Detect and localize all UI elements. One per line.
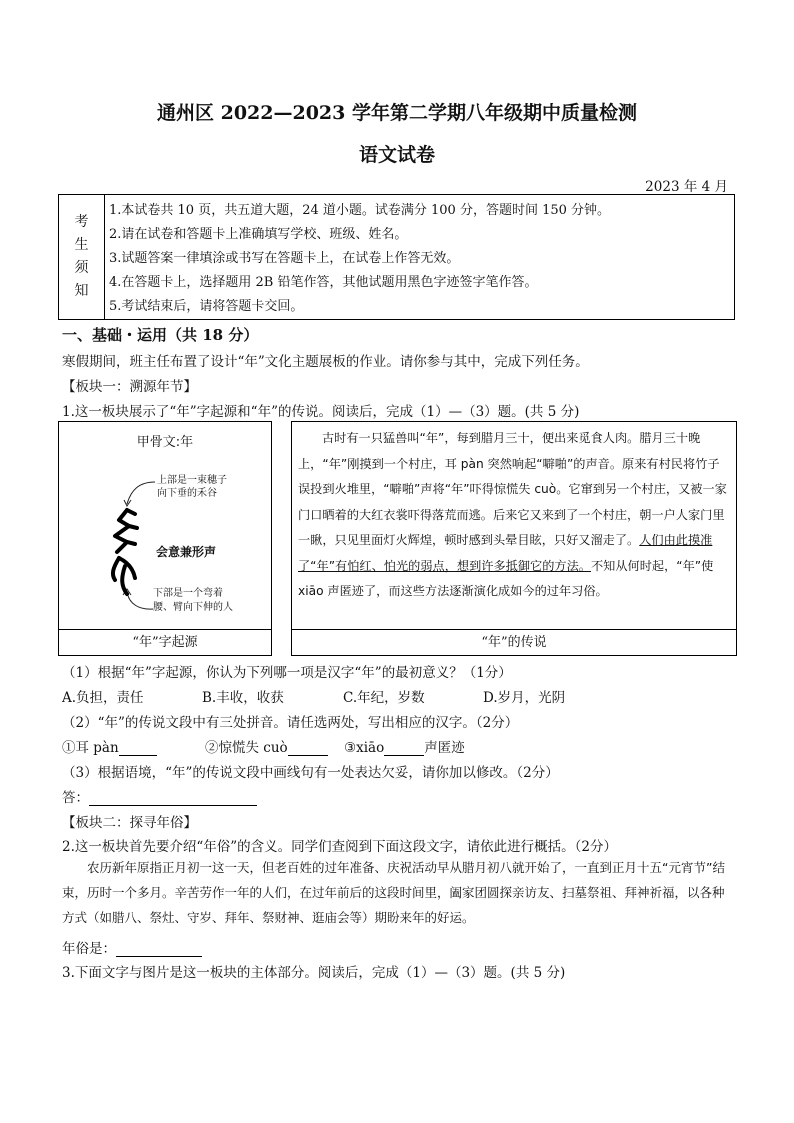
notice-item: 4.在答题卡上，选择题用 2B 铅笔作答，其他试题用黑色字迹签字笔作答。: [109, 275, 538, 290]
origin-title: 甲骨文:年: [136, 435, 194, 450]
legend-text: [298, 426, 728, 605]
exam-title: 通州区 2022—2023 学年第二学期八年级期中质量检测: [157, 102, 637, 124]
block-two-heading: 【板块二：探寻年俗】: [62, 815, 197, 831]
answer-blank[interactable]: [89, 805, 257, 806]
question-1: 1.这一板块展示了“年”字起源和“年”的传说。阅读后，完成（1）—（3）题。(共 5 分): [62, 404, 580, 420]
answer-line: [62, 786, 257, 806]
origin-note-line: 下部是一个弯着: [153, 588, 223, 599]
notice-item: 5.考试结束后，请将答题卡交回。: [109, 299, 304, 314]
notice-label-char: 须: [74, 260, 89, 276]
notice-label-char: 考: [74, 214, 89, 230]
pinyin-item-2: [205, 736, 328, 756]
question-1-1: （1）根据“年”字起源，你认为下列哪一项是汉字“年”的最初意义？（1分）: [62, 665, 512, 681]
origin-note-line: 上部是一束穗子: [157, 475, 227, 486]
pinyin-label: ②惊慌失 cuò: [205, 740, 288, 756]
legend-panel: [291, 421, 737, 656]
option-c[interactable]: C.年纪，岁数: [343, 690, 425, 706]
origin-caption: “年”字起源: [59, 629, 271, 655]
question-3: 3.下面文字与图片是这一板块的主体部分。阅读后，完成（1）—（3）题。(共 5 分): [62, 965, 566, 981]
question-2: 2.这一板块首先要介绍“年俗”的含义。同学们查阅到下面这段文字，请依此进行概括。（2分）: [62, 839, 618, 855]
pinyin-label: ③xiāo: [344, 740, 385, 756]
origin-note-line: 向下垂的禾谷: [157, 488, 217, 499]
notice-item: 3.试题答案一律填涂或书写在答题卡上，在试卷上作答无效。: [109, 251, 460, 266]
legend-underlined-sentence: 人们由此摸准了“年”有怕红、怕光的弱点，想到许多抵御它的方法。: [298, 533, 713, 573]
notice-box: [58, 194, 735, 320]
answer-blank[interactable]: [384, 755, 424, 756]
block-one-heading: 【板块一：溯源年节】: [62, 379, 197, 395]
question-1-2: （2）“年”的传说文段中有三处拼音。请任选两处，写出相应的汉字。（2分）: [62, 715, 519, 731]
notice-items: [109, 199, 610, 319]
exam-date: 2023 年 4 月: [645, 179, 728, 195]
notice-label-char: 生: [74, 237, 89, 253]
exam-subtitle: 语文试卷: [358, 144, 435, 166]
notice-label-char: 知: [74, 283, 89, 299]
option-b[interactable]: B.丰收，收获: [202, 690, 284, 706]
answer-label: 答：: [62, 790, 89, 806]
notice-item: 1.本试卷共 10 页，共五道大题，24 道小题。试卷满分 100 分，答题时间 150 分钟。: [109, 203, 611, 218]
option-d[interactable]: D.岁月，光阴: [483, 690, 566, 706]
section-heading: 一、基础・运用（共 18 分）: [62, 326, 259, 344]
legend-caption: “年”的传说: [292, 629, 736, 655]
legend-paragraph: 古时有一只猛兽叫“年”，每到腊月三十，便出来觅食人肉。腊月三十晚上，“年”刚摸到一个村庄，耳 pàn 突然响起“噼啪”的声音。原来有村民将竹子误投到火堆里，“噼啪”声将“年”吓得惊慌失 cuò。它窜到另一个村庄，又被一家门口晒着的大红衣裳吓得落荒而逃。后来它又来到了一个村庄，朝一户人家门里一瞅，只见里面灯火辉煌，顿时感到头晕目眩，只好又溜走了。: [298, 431, 727, 547]
answer-label: 年俗是：: [62, 941, 116, 957]
folk-custom-answer: [62, 937, 202, 957]
answer-blank[interactable]: [116, 956, 202, 957]
option-a[interactable]: A.负担，责任: [62, 690, 144, 706]
pinyin-label: 声匿迹: [424, 740, 465, 756]
question-1-3: （3）根据语境，“年”的传说文段中画线句有一处表达欠妥，请你加以修改。（2分）: [62, 765, 559, 781]
notice-item: 2.请在试卷和答题卡上准确填写学校、班级、姓名。: [109, 227, 408, 242]
pinyin-item-1: [62, 736, 157, 756]
oracle-bone-nian-glyph: [69, 462, 269, 632]
character-origin-panel: [58, 421, 272, 656]
pinyin-item-3: [344, 736, 465, 756]
answer-blank[interactable]: [288, 755, 328, 756]
answer-blank[interactable]: [119, 755, 157, 756]
origin-note-line: 腰、臂向下伸的人: [153, 602, 233, 613]
section-intro: 寒假期间，班主任布置了设计“年”文化主题展板的作业。请你参与其中，完成下列任务。: [62, 354, 589, 370]
folk-custom-passage: 农历新年原指正月初一这一天，但老百姓的过年准备、庆祝活动早从腊月初八就开始了，一直到正月十五“元宵节”结束，历时一个多月。辛苦劳作一年的人们，在过年前后的这段时间里，阖家团圆探亲访友、扫墓祭祖、拜神祈福，以各种方式（如腊八、祭灶、守岁、拜年、祭财神、逛庙会等）期盼来年的好运。: [62, 860, 725, 925]
origin-mid-note: 会意兼形声: [156, 545, 217, 559]
legend-paragraph-end: 不知从何时起，“年”使 xiāo 声匿迹了，而这些方法逐渐演化成如今的过年习俗。: [298, 558, 714, 598]
pinyin-label: ①耳 pàn: [62, 740, 119, 756]
notice-label: [59, 195, 105, 319]
